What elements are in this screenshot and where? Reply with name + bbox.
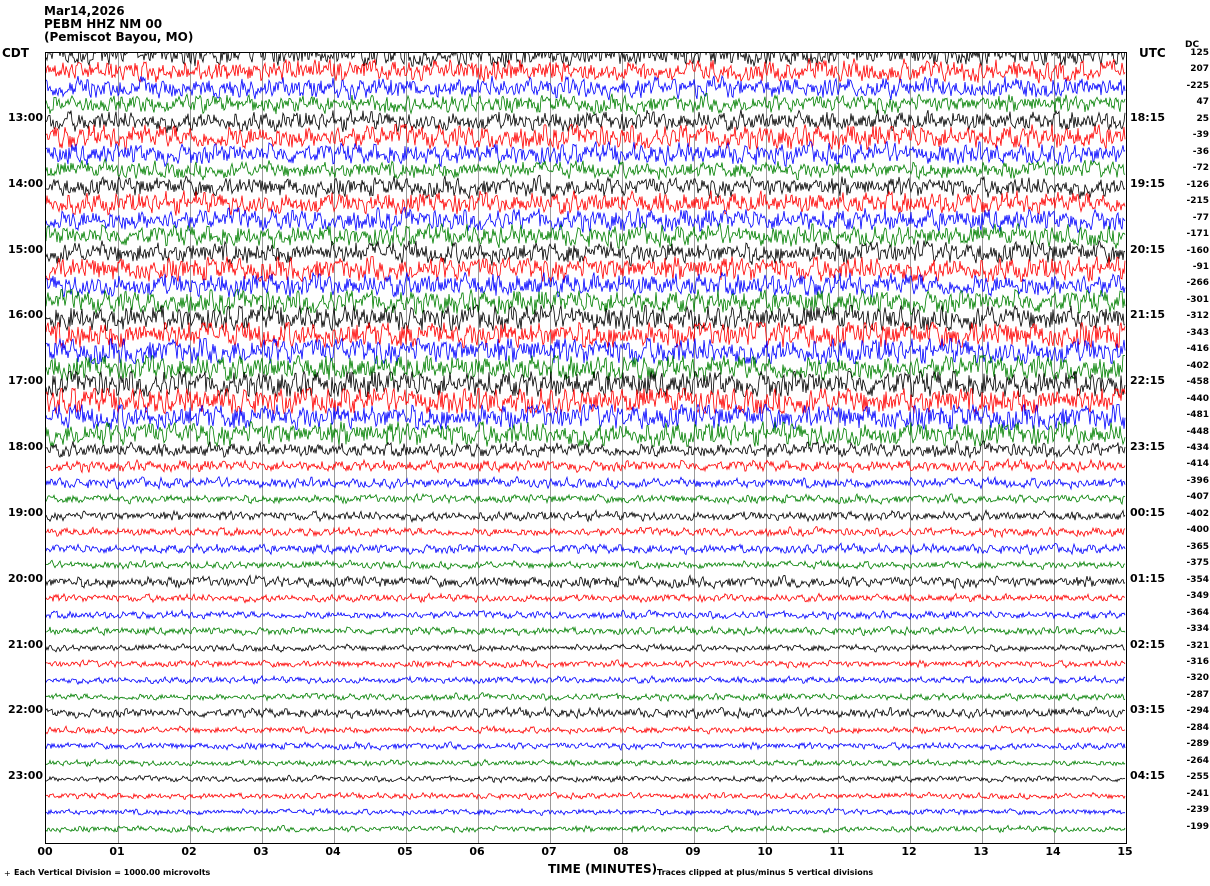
time-tick-utc: 02:15 [1130, 637, 1166, 651]
dc-value: -402 [1186, 508, 1209, 519]
dc-value: -402 [1186, 360, 1209, 371]
seismogram-plot [45, 52, 1127, 844]
dc-value: -349 [1186, 591, 1209, 602]
footer-clip-note: Traces clipped at plus/minus 5 vertical divisions [657, 868, 874, 877]
dc-value: -289 [1186, 739, 1209, 750]
dc-value: -239 [1186, 805, 1209, 816]
dc-value: 47 [1196, 97, 1209, 108]
dc-value: -160 [1186, 245, 1209, 256]
x-tick: 00 [37, 845, 53, 858]
x-tick: 05 [397, 845, 413, 858]
dc-value: -91 [1192, 261, 1209, 272]
left-axis-label: CDT [2, 46, 29, 60]
dc-value: -284 [1186, 722, 1209, 733]
dc-value: -343 [1186, 327, 1209, 338]
x-tick: 01 [109, 845, 125, 858]
dc-value: -199 [1186, 821, 1209, 832]
time-tick-utc: 03:15 [1130, 703, 1166, 717]
dc-value: -225 [1186, 80, 1209, 91]
dc-value: -400 [1186, 525, 1209, 536]
x-tick: 08 [613, 845, 629, 858]
time-tick-utc: 22:15 [1130, 374, 1166, 388]
dc-value: -448 [1186, 426, 1209, 437]
time-tick-cdt: 18:00 [7, 440, 43, 453]
time-tick-utc: 00:15 [1130, 505, 1166, 519]
dc-value: 207 [1190, 64, 1209, 75]
dc-value: -407 [1186, 492, 1209, 503]
dc-value: -294 [1186, 706, 1209, 717]
x-tick: 10 [757, 845, 773, 858]
time-tick-cdt: 17:00 [7, 374, 43, 388]
dc-value: -481 [1186, 410, 1209, 421]
dc-value: -321 [1186, 640, 1209, 651]
header-station: PEBM HHZ NM 00 [44, 17, 163, 31]
time-tick-cdt: 19:00 [7, 505, 43, 519]
dc-value: -354 [1186, 574, 1209, 585]
dc-value: -266 [1186, 278, 1209, 289]
x-tick: 02 [181, 845, 197, 858]
dc-value: -316 [1186, 656, 1209, 667]
x-tick: 13 [973, 845, 989, 858]
dc-value: 125 [1190, 48, 1209, 58]
x-tick: 03 [253, 845, 269, 858]
dc-value: -375 [1186, 558, 1209, 569]
dc-value: -264 [1186, 755, 1209, 766]
x-tick: 09 [685, 845, 701, 858]
dc-value: -396 [1186, 475, 1209, 486]
dc-value: -77 [1192, 212, 1209, 223]
x-tick: 11 [829, 845, 845, 858]
time-tick-utc: 01:15 [1130, 571, 1166, 585]
x-tick: 12 [901, 845, 917, 858]
dc-value: 25 [1196, 113, 1209, 124]
right-axis-label: UTC [1139, 46, 1166, 60]
time-tick-cdt: 21:00 [7, 637, 43, 651]
header-location: (Pemiscot Bayou, MO) [44, 30, 194, 44]
time-tick-cdt: 15:00 [7, 242, 43, 256]
dc-value: -287 [1186, 689, 1209, 700]
time-tick-utc: 18:15 [1130, 110, 1166, 124]
dc-value: -416 [1186, 344, 1209, 355]
x-tick: 07 [541, 845, 557, 858]
time-tick-utc: 20:15 [1130, 242, 1166, 256]
time-tick-utc: 04:15 [1130, 769, 1166, 783]
dc-value: -334 [1186, 624, 1209, 635]
time-tick-cdt: 16:00 [7, 308, 43, 322]
header-date: Mar14,2026 [44, 4, 125, 18]
dc-value: -312 [1186, 311, 1209, 322]
time-tick-cdt: 13:00 [7, 110, 43, 124]
dc-value: -458 [1186, 377, 1209, 388]
dc-value: -414 [1186, 459, 1209, 470]
x-tick: 14 [1045, 845, 1061, 858]
time-tick-utc: 21:15 [1130, 308, 1166, 322]
dc-value: -440 [1186, 393, 1209, 404]
x-tick: 15 [1117, 845, 1133, 858]
dc-column-label: DC [1185, 40, 1200, 50]
x-tick: 04 [325, 845, 341, 858]
dc-value: -72 [1192, 163, 1209, 174]
x-tick: 06 [469, 845, 485, 858]
dc-value: -320 [1186, 673, 1209, 684]
dc-value: -39 [1192, 130, 1209, 141]
footer-scale-note: Each Vertical Division = 1000.00 microvolts [14, 868, 211, 877]
dc-value: -364 [1186, 607, 1209, 618]
time-tick-utc: 23:15 [1130, 440, 1166, 453]
scale-mark: + [4, 869, 11, 878]
time-tick-cdt: 14:00 [7, 176, 43, 190]
dc-value: -255 [1186, 772, 1209, 783]
dc-value: -36 [1192, 146, 1209, 157]
time-tick-utc: 19:15 [1130, 176, 1166, 190]
dc-value: -215 [1186, 196, 1209, 207]
seismic-trace [46, 816, 1126, 842]
dc-value: -365 [1186, 541, 1209, 552]
dc-value: -171 [1186, 229, 1209, 240]
time-tick-cdt: 23:00 [7, 769, 43, 783]
dc-value: -434 [1186, 443, 1209, 453]
dc-value: -301 [1186, 294, 1209, 305]
x-axis-title: TIME (MINUTES) [548, 862, 658, 876]
dc-value: -241 [1186, 788, 1209, 799]
time-tick-cdt: 22:00 [7, 703, 43, 717]
time-tick-cdt: 20:00 [7, 571, 43, 585]
dc-value: -126 [1186, 179, 1209, 190]
